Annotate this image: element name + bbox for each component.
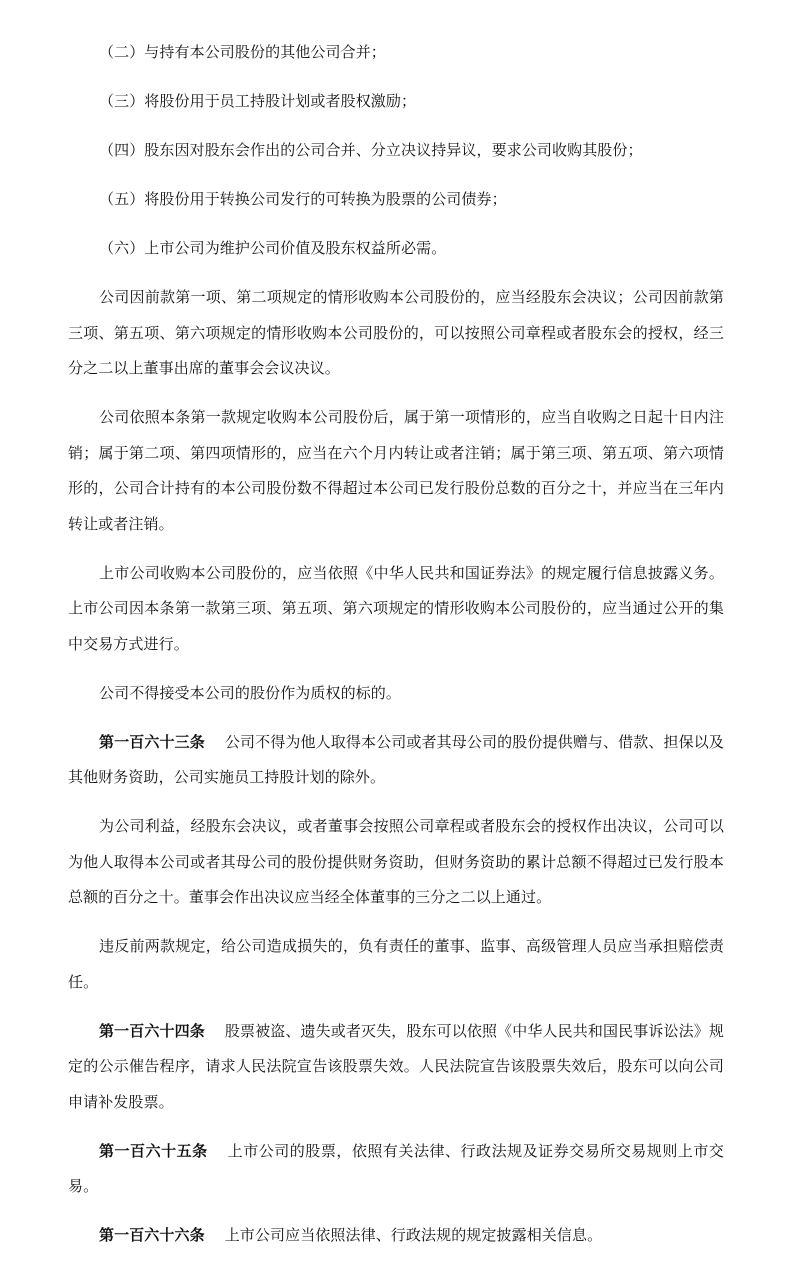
paragraph-text: （五）将股份用于转换公司发行的可转换为股票的公司债券； bbox=[99, 190, 507, 208]
paragraph-item-4 bbox=[68, 133, 724, 169]
document-page bbox=[68, 35, 724, 1267]
paragraph-item-2 bbox=[68, 35, 724, 71]
article-heading: 第一百六十六条 bbox=[99, 1226, 205, 1244]
article-166 bbox=[68, 1218, 724, 1254]
paragraph-item-6 bbox=[68, 231, 724, 267]
paragraph-liability bbox=[68, 929, 724, 1000]
paragraph-disclosure bbox=[68, 556, 724, 663]
paragraph-text: 上市公司的股票，依照有关法律、行政法规及证券交易所交易规则上市交易。 bbox=[68, 1141, 725, 1195]
paragraph-text: 股票被盗、遗失或者灭失，股东可以依照《中华人民共和国民事诉讼法》规定的公示催告程序，请求人民法院宣告该股票失效。人民法院宣告该股票失效后，股东可以向公司申请补发股票。 bbox=[68, 1021, 725, 1111]
paragraph-financial-aid bbox=[68, 809, 724, 916]
article-heading: 第一百六十四条 bbox=[99, 1021, 205, 1040]
paragraph-text: 公司不得为他人取得本公司或者其母公司的股份提供赠与、借款、担保以及其他财务资助，公司实施员工持股计划的除外。 bbox=[68, 732, 725, 786]
paragraph-text: 公司因前款第一项、第二项规定的情形收购本公司股份的，应当经股东会决议；公司因前款第三项、第五项、第六项规定的情形收购本公司股份的，可以按照公司章程或者股东会的授权，经三分之二以上董事出席的董事会会议决议。 bbox=[68, 288, 724, 377]
article-heading: 第一百六十三条 bbox=[99, 732, 205, 751]
paragraph-text: 上市公司收购本公司股份的，应当依照《中华人民共和国证券法》的规定履行信息披露义务。上市公司因本条第一款第三项、第五项、第六项规定的情形收购本公司股份的，应当通过公开的集中交易方式进行。 bbox=[68, 563, 724, 653]
paragraph-text: 公司依照本条第一款规定收购本公司股份后，属于第一项情形的，应当自收购之日起十日内注销；属于第二项、第四项情形的，应当在六个月内转让或者注销；属于第三项、第五项、第六项情形的，公司合计持有的本公司股份数不得超过本公司已发行股份总数的百分之十，并应当在三年内转让或者注销。 bbox=[68, 408, 724, 533]
article-164 bbox=[68, 1014, 724, 1121]
paragraph-item-3 bbox=[68, 84, 724, 120]
paragraph-text: （六）上市公司为维护公司价值及股东权益所必需。 bbox=[99, 239, 447, 257]
paragraph-board-resolution bbox=[68, 280, 724, 387]
paragraph-text: 公司不得接受本公司的股份作为质权的标的。 bbox=[99, 683, 402, 702]
paragraph-text: （四）股东因对股东会作出的公司合并、分立决议持异议，要求公司收购其股份； bbox=[99, 141, 643, 159]
article-163 bbox=[68, 725, 724, 796]
paragraph-text: 违反前两款规定，给公司造成损失的，负有责任的董事、监事、高级管理人员应当承担赔偿责任。 bbox=[68, 937, 724, 991]
article-165 bbox=[68, 1134, 724, 1205]
paragraph-text: 为公司利益，经股东会决议，或者董事会按照公司章程或者股东会的授权作出决议，公司可以为他人取得本公司或者其母公司的股份提供财务资助，但财务资助的累计总额不得超过已发行股本总额的百分之十。董事会作出决议应当经全体董事的三分之二以上通过。 bbox=[68, 817, 724, 906]
paragraph-pledge bbox=[68, 676, 724, 712]
paragraph-item-5 bbox=[68, 182, 724, 218]
paragraph-text: 上市公司应当依照法律、行政法规的规定披露相关信息。 bbox=[224, 1226, 603, 1244]
paragraph-text: （三）将股份用于员工持股计划或者股权激励； bbox=[99, 92, 417, 110]
article-heading: 第一百六十五条 bbox=[99, 1141, 208, 1160]
paragraph-cancellation bbox=[68, 400, 724, 542]
paragraph-text: （二）与持有本公司股份的其他公司合并； bbox=[99, 43, 386, 61]
